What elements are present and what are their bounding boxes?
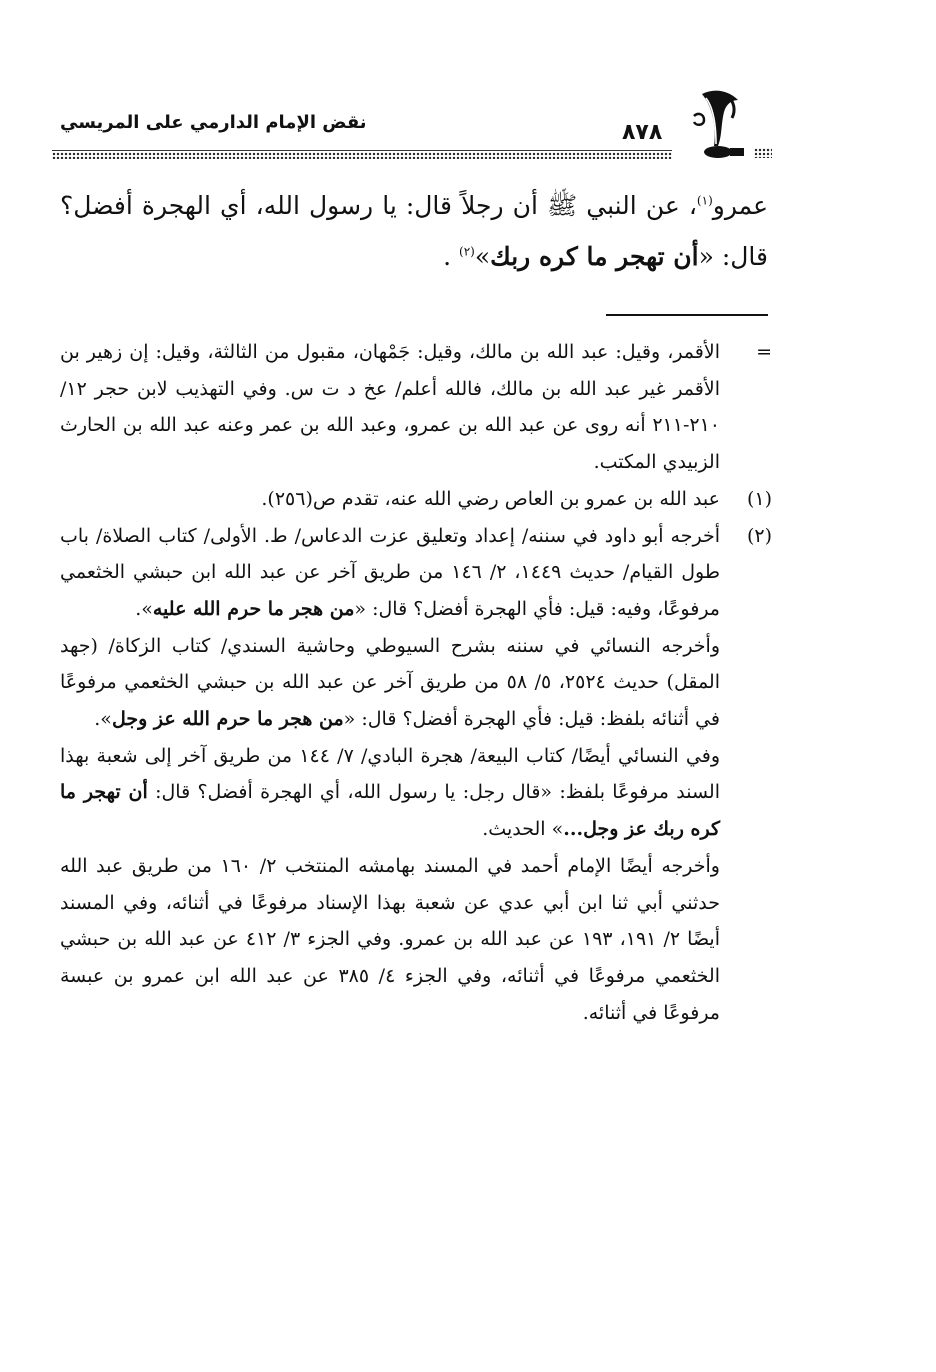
footnote-continuation: = الأقمر، وقيل: عبد الله بن مالك، وقيل: جَمْهان، مقبول من الثالثة، وقيل: إن زهير بن الأقمر غير عبد الله بن مالك، فالله أعلم/ عخ د ت س. وفي التهذيب لابن حجر ١٢/ ٢١٠-٢١١ أنه روى عن عبد الله بن عمرو، وعبد الله بن عمر وعنه عبد الله بن الحارث الزبيدي المكتب. bbox=[60, 334, 772, 481]
footnote-ref-2: (٢) bbox=[459, 244, 475, 259]
header-dotted-rule bbox=[52, 152, 672, 159]
footnote-2: (٢) أخرجه أبو داود في سننه/ إعداد وتعليق عزت الدعاس/ ط. الأولى/ كتاب الصلاة/ باب طول القيام/ حديث ١٤٤٩، ٢/ ١٤٦ من طريق آخر عن عبد الله ابن حبشي الخثعمي مرفوعًا، وفيه: قيل: فأي الهجرة أفضل؟ قال: «من هجر ما حرم الله عليه». bbox=[60, 518, 772, 628]
quill-inkwell-icon bbox=[688, 86, 748, 160]
running-title: نقض الإمام الدارمي على المريسي bbox=[60, 112, 367, 133]
footnotes bbox=[60, 334, 772, 1031]
main-text bbox=[60, 180, 768, 282]
footnote-1: (١) عبد الله بن عمرو بن العاص رضي الله عنه، تقدم ص(٢٥٦). bbox=[60, 481, 772, 518]
footnote-ref-1: (١) bbox=[696, 193, 713, 208]
hadith-quote: أن تهجر ما كره ربك bbox=[490, 242, 699, 271]
footnote-separator bbox=[606, 314, 768, 316]
page-number: ٨٧٨ bbox=[622, 120, 663, 145]
footnote-2-paragraph: وأخرجه النسائي في سننه بشرح السيوطي وحاشية السندي/ كتاب الزكاة/ (جهد المقل) حديث ٢٥٢٤، ٥/ ٥٨ من طريق آخر عن عبد الله بن حبشي الخثعمي مرفوعًا في أثنائه بلفظ: قيل: فأي الهجرة أفضل؟ قال: «من هجر ما حرم الله عز وجل». bbox=[60, 634, 720, 731]
header-rule bbox=[52, 150, 672, 151]
main-paragraph: عمرو$^{(١)}$، عن النبي ﷺ أن رجلاً قال: يا رسول الله، أي الهجرة أفضل؟ قال: «أن تهجر ما كره ربك»$^{(٢)}$ . bbox=[60, 191, 768, 271]
footnote-marker: (١) bbox=[746, 487, 772, 510]
footnote-2-paragraph: وفي النسائي أيضًا/ كتاب البيعة/ هجرة البادي/ ٧/ ١٤٤ من طريق آخر إلى شعبة بهذا السند مرفوعًا بلفظ: «قال رجل: يا رسول الله، أي الهجرة أفضل؟ قال: أن تهجر ما كره ربك عز وجل...» الحديث. bbox=[60, 744, 720, 841]
continuation-marker: = bbox=[756, 341, 772, 363]
header-dotted-rule-end bbox=[754, 148, 772, 158]
footnote-marker: (٢) bbox=[746, 524, 772, 547]
footnote-2-paragraph: وأخرجه أيضًا الإمام أحمد في المسند بهامشه المنتخب ٢/ ١٦٠ من طريق عبد الله حدثني أبي ثنا ابن أبي عدي عن شعبة بهذا الإسناد مرفوعًا في أثنائه، وفي المسند أيضًا ٢/ ١٩١، ١٩٣ عن عبد الله بن عمرو. وفي الجزء ٣/ ٤١٢ عن عبد الله بن حبشي الخثعمي مرفوعًا في أثنائه، وفي الجزء ٤/ ٣٨٥ عن عبد الله ابن عمرو بن عبسة مرفوعًا في أثنائه. bbox=[60, 854, 720, 1024]
page-header bbox=[52, 86, 772, 166]
